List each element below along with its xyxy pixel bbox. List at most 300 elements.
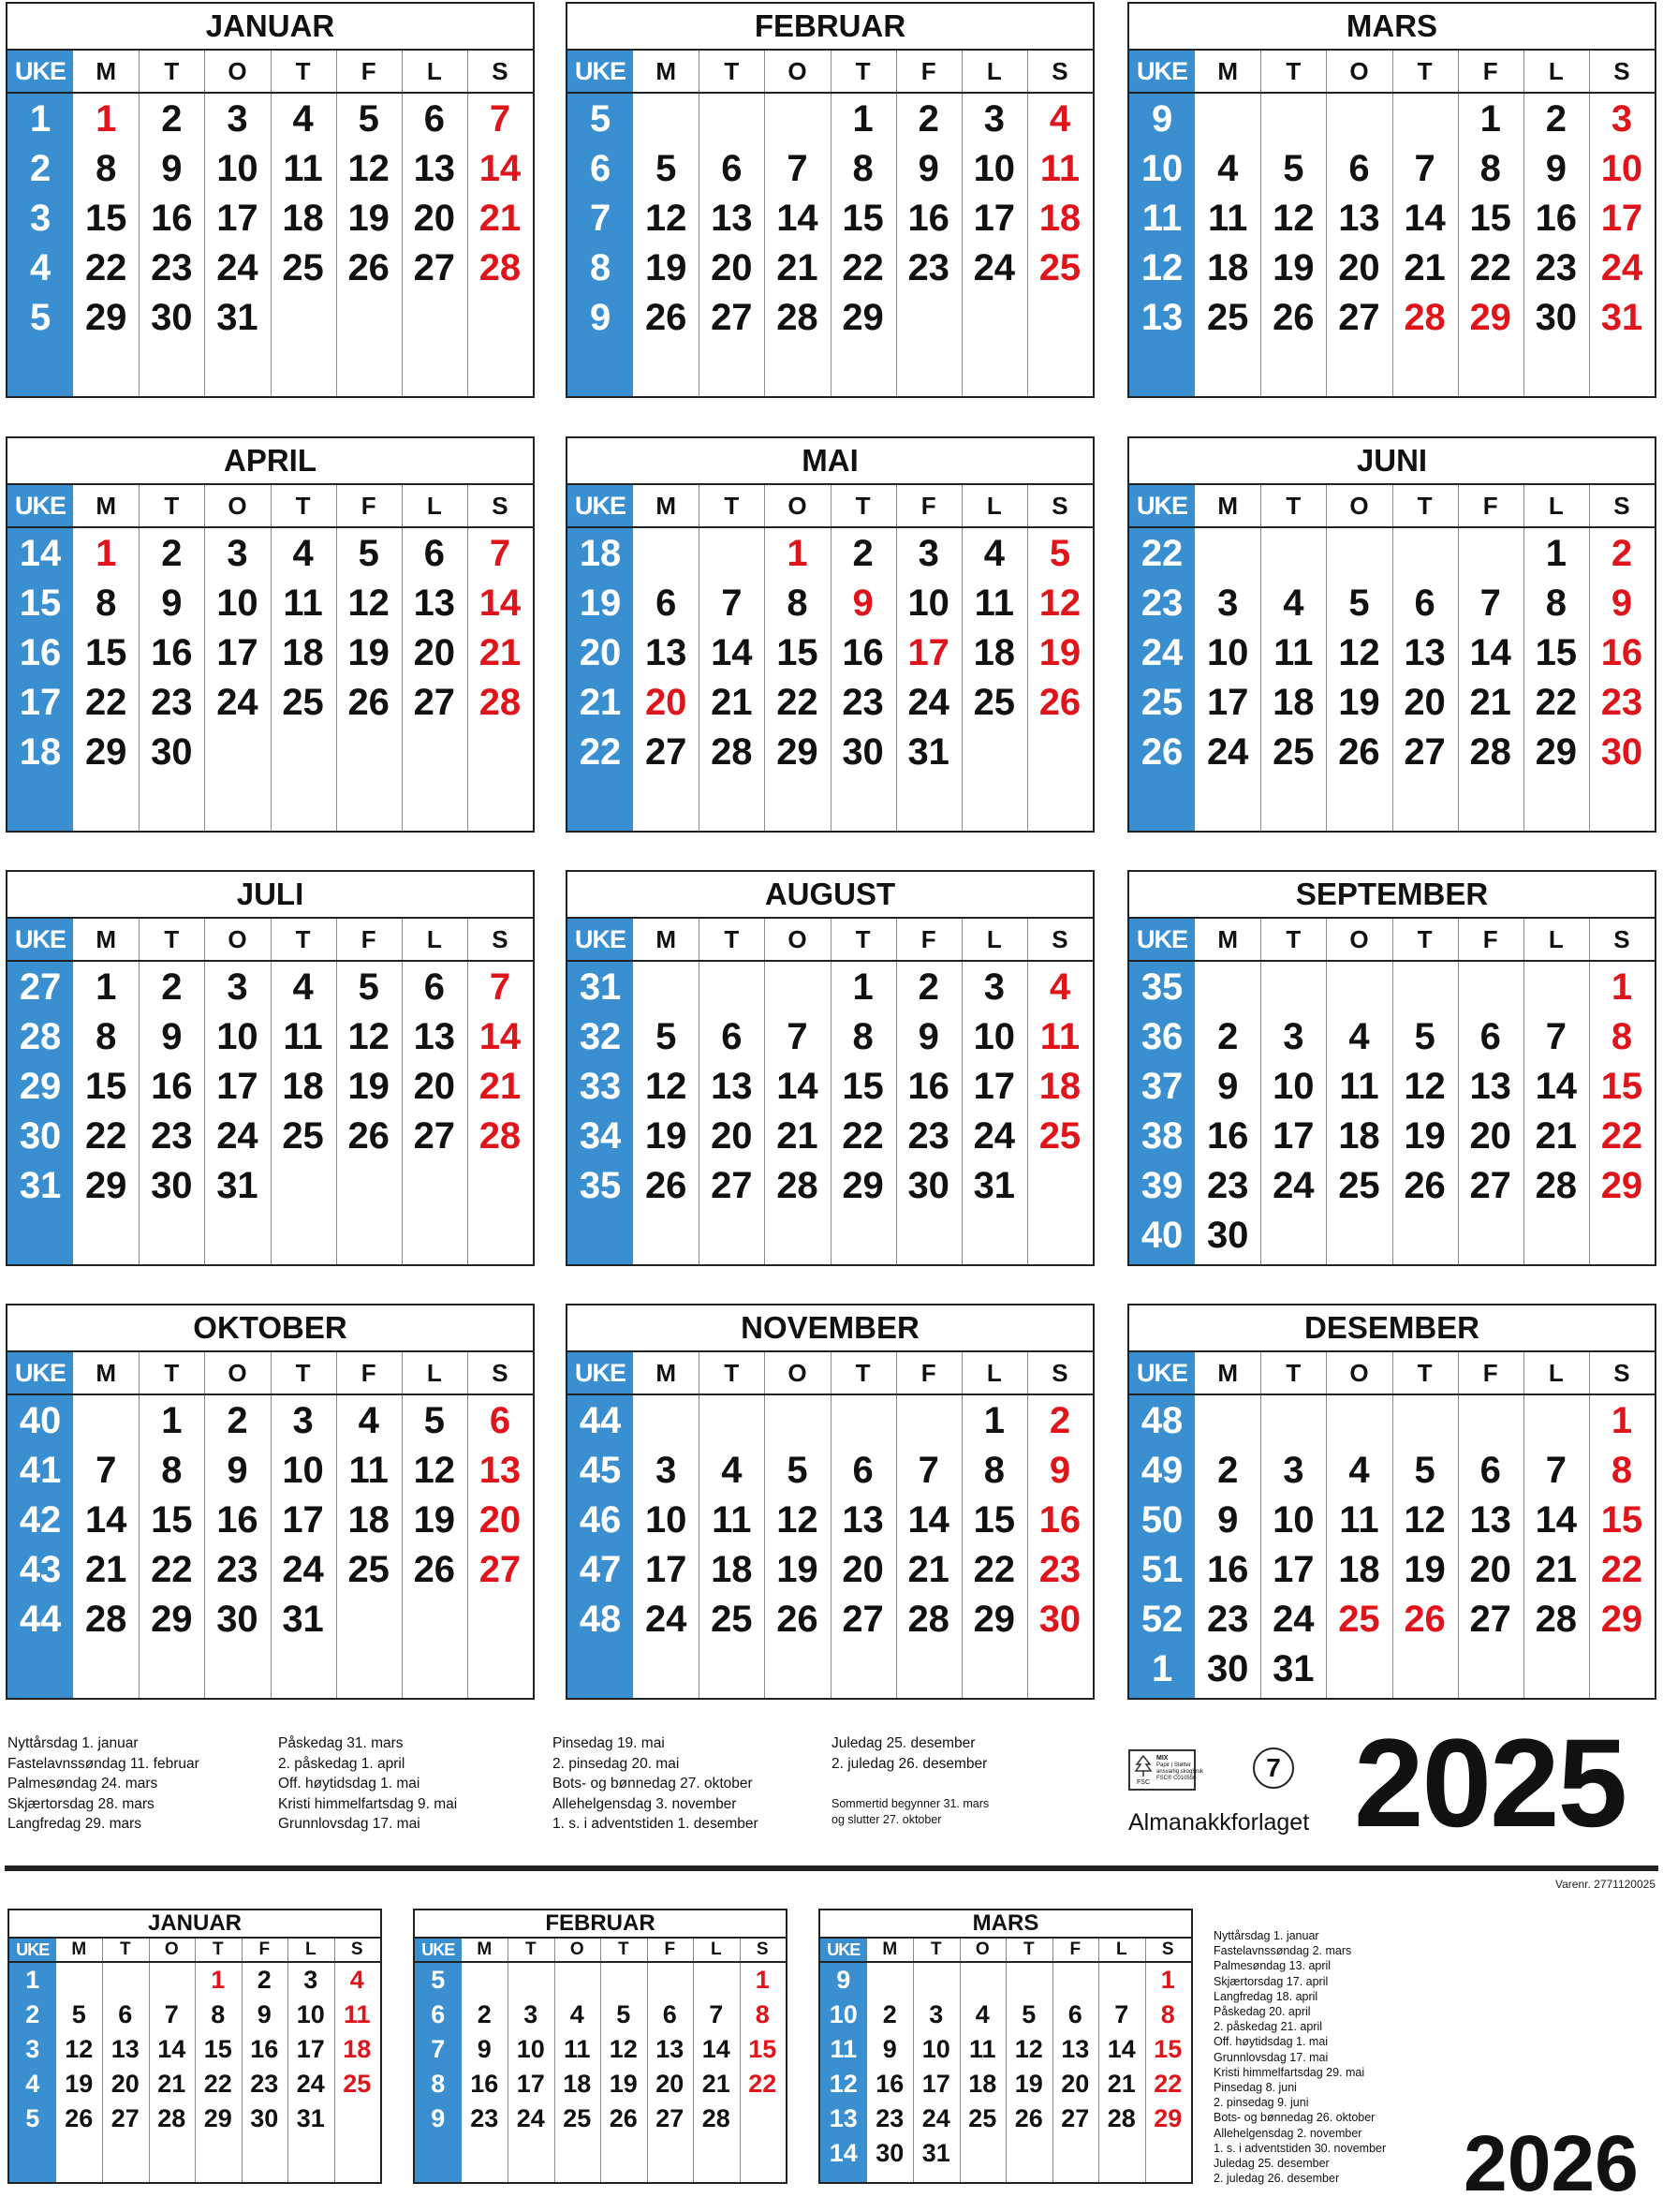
day-cell: 21	[478, 198, 522, 239]
day-cell: 5	[1049, 533, 1071, 574]
month-september	[1127, 870, 1656, 1266]
day-cell: 9	[257, 2000, 272, 2028]
day-cell: 3	[227, 533, 248, 574]
week-number: 19	[579, 582, 622, 624]
month-januar	[6, 2, 535, 398]
day-cell: 23	[216, 1549, 258, 1590]
day-cell: 17	[1206, 682, 1249, 723]
day-cell: 24	[216, 1115, 258, 1157]
day-cell: 14	[776, 198, 818, 239]
holiday-note: Allehelgensdag 2. november	[1214, 2126, 1362, 2140]
day-cell: 1	[96, 966, 117, 1008]
day-cell: 30	[151, 731, 193, 773]
day-cell: 12	[1404, 1066, 1446, 1107]
day-cell: 6	[423, 98, 445, 140]
weekday-label: T	[724, 492, 740, 520]
day-cell: 7	[96, 1450, 117, 1491]
day-cell: 18	[282, 198, 324, 239]
weekday-label: M	[1217, 57, 1239, 85]
day-cell: 7	[489, 533, 511, 574]
day-cell: 21	[907, 1549, 949, 1590]
day-cell: 15	[973, 1499, 1016, 1541]
week-number: 8	[431, 2070, 446, 2098]
day-cell: 5	[616, 2000, 631, 2028]
day-cell: 25	[282, 247, 324, 288]
day-cell: 26	[347, 247, 390, 288]
weekday-label: M	[882, 1939, 898, 1959]
day-cell: 26	[1038, 682, 1082, 723]
day-cell: 12	[1014, 2035, 1043, 2063]
day-cell: 7	[721, 582, 743, 624]
week-number: 51	[1141, 1549, 1184, 1590]
day-cell: 12	[1038, 582, 1082, 624]
day-cell: 28	[157, 2104, 186, 2132]
day-cell: 18	[563, 2070, 592, 2098]
day-cell: 14	[776, 1066, 818, 1107]
weekday-label: S	[492, 57, 508, 85]
day-cell: 3	[1283, 1450, 1304, 1491]
day-cell: 18	[282, 1066, 324, 1107]
day-cell: 9	[227, 1450, 248, 1491]
holiday-list-col-4	[832, 1733, 987, 1774]
day-cell: 23	[250, 2070, 279, 2098]
day-cell: 16	[842, 632, 884, 673]
weekday-label: T	[164, 925, 180, 953]
day-cell: 9	[918, 148, 939, 189]
holiday-note: Påskedag 20. april	[1214, 2005, 1311, 2019]
day-cell: 25	[343, 2070, 372, 2098]
month-mai	[566, 436, 1095, 833]
day-cell: 19	[347, 1066, 390, 1107]
week-number-header: UKE	[827, 1940, 861, 1959]
day-cell: 26	[644, 297, 687, 338]
day-cell: 25	[282, 682, 324, 723]
day-cell: 20	[655, 2070, 684, 2098]
day-cell: 21	[84, 1549, 127, 1590]
day-cell: 13	[1469, 1499, 1511, 1541]
day-cell: 15	[842, 1066, 884, 1107]
day-cell: 14	[157, 2035, 186, 2063]
day-cell: 21	[701, 2070, 730, 2098]
weekday-label: F	[1482, 57, 1498, 85]
weekday-label: S	[1613, 57, 1630, 85]
day-cell: 18	[711, 1549, 753, 1590]
day-cell: 1	[787, 533, 808, 574]
month-title: JANUAR	[7, 4, 533, 51]
weekday-label: F	[361, 1359, 376, 1387]
day-cell: 18	[968, 2070, 997, 2098]
day-cell: 10	[907, 582, 949, 624]
day-cell: 27	[655, 2104, 684, 2132]
weekday-label: O	[164, 1939, 179, 1959]
holiday-note: 2. pinsedag 9. juni	[1214, 2096, 1309, 2110]
weekday-label: F	[664, 1939, 676, 1959]
day-cell: 20	[711, 247, 753, 288]
month-title: FEBRUAR	[567, 4, 1093, 51]
day-cell: 6	[655, 582, 677, 624]
day-cell: 8	[1611, 1016, 1633, 1057]
day-cell: 31	[216, 1165, 258, 1206]
weekday-label: M	[477, 1939, 493, 1959]
day-cell: 31	[1600, 297, 1643, 338]
day-cell: 26	[1404, 1165, 1446, 1206]
day-cell: 17	[1273, 1549, 1315, 1590]
day-cell: 22	[842, 247, 884, 288]
week-number: 17	[19, 682, 62, 723]
weekday-label: L	[1548, 1359, 1564, 1387]
day-cell: 12	[347, 1016, 390, 1057]
day-cell: 13	[1404, 632, 1446, 673]
weekday-label: L	[1115, 1939, 1127, 1959]
day-cell: 24	[216, 247, 258, 288]
weekday-label: O	[787, 1359, 807, 1387]
week-number-header: UKE	[1137, 925, 1188, 953]
day-cell: 23	[1206, 1165, 1249, 1206]
weekday-label: F	[920, 925, 936, 953]
day-cell: 2	[882, 2000, 897, 2028]
weekday-label: S	[756, 1939, 769, 1959]
week-number-header: UKE	[421, 1940, 455, 1959]
day-cell: 5	[1283, 148, 1304, 189]
day-cell: 30	[1600, 731, 1643, 773]
day-cell: 23	[1535, 247, 1578, 288]
week-number: 29	[19, 1066, 62, 1107]
day-cell: 29	[842, 297, 884, 338]
day-cell: 28	[701, 2104, 730, 2132]
day-cell: 1	[852, 98, 874, 140]
day-cell: 1	[983, 1400, 1005, 1441]
week-number-header: UKE	[575, 57, 626, 85]
day-cell: 20	[1469, 1115, 1511, 1157]
day-cell: 9	[1049, 1450, 1071, 1491]
day-cell: 20	[413, 632, 456, 673]
day-cell: 21	[1535, 1115, 1578, 1157]
day-cell: 10	[296, 2000, 325, 2028]
weekday-label: T	[295, 1359, 311, 1387]
day-cell: 10	[644, 1499, 687, 1541]
weekday-label: S	[350, 1939, 363, 1959]
day-cell: 5	[1414, 1450, 1435, 1491]
day-cell: 20	[478, 1499, 522, 1541]
week-number: 15	[19, 582, 62, 624]
holiday-note: 2. påskedag 1. april	[278, 1755, 405, 1772]
day-cell: 10	[216, 1016, 258, 1057]
week-number: 11	[830, 2035, 858, 2063]
day-cell: 13	[1061, 2035, 1090, 2063]
holiday-list-col-3	[552, 1733, 758, 1835]
day-cell: 23	[842, 682, 884, 723]
day-cell: 17	[216, 1066, 258, 1107]
day-cell: 19	[1404, 1115, 1446, 1157]
day-cell: 4	[1049, 98, 1071, 140]
day-cell: 31	[282, 1599, 324, 1640]
day-cell: 29	[1600, 1599, 1643, 1640]
day-cell: 11	[974, 582, 1014, 624]
day-cell: 18	[343, 2035, 372, 2063]
day-cell: 30	[1535, 297, 1578, 338]
weekday-label: T	[724, 925, 740, 953]
day-cell: 9	[161, 1016, 183, 1057]
week-number: 14	[19, 533, 62, 574]
week-number: 36	[1141, 1016, 1184, 1057]
day-cell: 7	[787, 148, 808, 189]
day-cell: 22	[776, 682, 818, 723]
day-cell: 22	[84, 682, 127, 723]
holiday-note: 2. juledag 26. desember	[1214, 2172, 1340, 2186]
day-cell: 26	[776, 1599, 818, 1640]
day-cell: 8	[96, 148, 117, 189]
week-number: 7	[589, 198, 611, 239]
fsc-mix: MIX	[1156, 1755, 1169, 1762]
day-cell: 13	[413, 582, 456, 624]
day-cell: 21	[478, 632, 522, 673]
day-cell: 11	[968, 2035, 996, 2063]
day-cell: 12	[347, 582, 390, 624]
weekday-label: M	[1217, 1359, 1239, 1387]
holiday-note: Juledag 25. desember	[832, 1735, 976, 1751]
day-cell: 23	[1038, 1549, 1082, 1590]
day-cell: 26	[1273, 297, 1315, 338]
week-number: 26	[1141, 731, 1184, 773]
day-cell: 27	[842, 1599, 884, 1640]
day-cell: 7	[1545, 1450, 1567, 1491]
day-cell: 27	[1338, 297, 1380, 338]
day-cell: 10	[973, 1016, 1016, 1057]
day-cell: 8	[852, 1016, 874, 1057]
day-cell: 9	[1545, 148, 1567, 189]
day-cell: 12	[347, 148, 390, 189]
day-cell: 22	[1600, 1115, 1643, 1157]
day-cell: 11	[712, 1499, 752, 1541]
day-cell: 11	[563, 2035, 591, 2063]
day-cell: 13	[478, 1450, 522, 1491]
holiday-note: Off. høytidsdag 1. mai	[1214, 2035, 1329, 2049]
day-cell: 15	[1600, 1499, 1643, 1541]
week-number: 5	[29, 297, 52, 338]
day-cell: 10	[1273, 1066, 1315, 1107]
day-cell: 30	[151, 297, 193, 338]
day-cell: 3	[1283, 1016, 1304, 1057]
day-cell: 24	[516, 2104, 545, 2132]
day-cell: 28	[1535, 1165, 1578, 1206]
day-cell: 17	[644, 1549, 687, 1590]
day-cell: 18	[1338, 1115, 1380, 1157]
holiday-note: Grunnlovsdag 17. mai	[278, 1816, 420, 1832]
weekday-label: L	[986, 57, 1002, 85]
week-number: 5	[25, 2104, 40, 2132]
day-cell: 25	[347, 1549, 390, 1590]
day-cell: 3	[523, 2000, 538, 2028]
day-cell: 19	[65, 2070, 94, 2098]
day-cell: 7	[1414, 148, 1435, 189]
weekday-label: O	[1349, 1359, 1369, 1387]
day-cell: 28	[84, 1599, 127, 1640]
day-cell: 2	[1217, 1016, 1239, 1057]
day-cell: 17	[907, 632, 949, 673]
day-cell: 14	[478, 582, 522, 624]
day-cell: 3	[227, 966, 248, 1008]
day-cell: 21	[157, 2070, 186, 2098]
day-cell: 7	[1114, 2000, 1129, 2028]
weekday-label: T	[855, 57, 871, 85]
month-title: MAI	[567, 438, 1093, 485]
day-cell: 28	[1469, 731, 1511, 773]
day-cell: 11	[1039, 1016, 1081, 1057]
summer-time-note	[832, 1796, 989, 1828]
weekday-label: S	[1161, 1939, 1174, 1959]
day-cell: 5	[423, 1400, 445, 1441]
day-cell: 17	[973, 198, 1016, 239]
day-cell: 18	[1206, 247, 1249, 288]
day-cell: 16	[907, 198, 949, 239]
week-number: 9	[589, 297, 611, 338]
day-cell: 22	[1154, 2070, 1183, 2098]
week-number: 44	[19, 1599, 62, 1640]
weekday-label: S	[492, 492, 508, 520]
holiday-note: Langfredag 18. april	[1214, 1989, 1318, 2003]
day-cell: 15	[1600, 1066, 1643, 1107]
day-cell: 16	[1206, 1115, 1249, 1157]
summer-time-end: og slutter 27. oktober	[832, 1813, 942, 1826]
day-cell: 31	[973, 1165, 1016, 1206]
day-cell: 13	[413, 148, 456, 189]
day-cell: 3	[303, 1966, 318, 1994]
day-cell: 12	[776, 1499, 818, 1541]
day-cell: 16	[216, 1499, 258, 1541]
week-number: 5	[431, 1966, 446, 1994]
weekday-label: M	[96, 1359, 117, 1387]
day-cell: 14	[1469, 632, 1511, 673]
week-number: 52	[1141, 1599, 1184, 1640]
weekday-label: S	[492, 925, 508, 953]
day-cell: 22	[1469, 247, 1511, 288]
week-number: 9	[431, 2104, 446, 2132]
day-cell: 26	[1014, 2104, 1043, 2132]
week-number: 21	[579, 682, 622, 723]
month-februar	[566, 2, 1095, 398]
day-cell: 31	[921, 2139, 950, 2167]
day-cell: 20	[413, 198, 456, 239]
day-cell: 11	[283, 148, 323, 189]
week-number: 22	[579, 731, 622, 773]
day-cell: 23	[151, 247, 193, 288]
day-cell: 5	[358, 966, 379, 1008]
day-cell: 14	[907, 1499, 949, 1541]
day-cell: 13	[655, 2035, 684, 2063]
day-cell: 4	[1283, 582, 1304, 624]
day-cell: 25	[1273, 731, 1315, 773]
week-number-header: UKE	[1137, 1359, 1188, 1387]
weekday-label: T	[119, 1939, 131, 1959]
day-cell: 19	[347, 198, 390, 239]
day-cell: 9	[161, 148, 183, 189]
day-cell: 14	[711, 632, 753, 673]
day-cell: 15	[84, 198, 127, 239]
day-cell: 19	[776, 1549, 818, 1590]
day-cell: 26	[644, 1165, 687, 1206]
weekday-label: M	[96, 492, 117, 520]
day-cell: 14	[478, 1016, 522, 1057]
day-cell: 22	[84, 247, 127, 288]
day-cell: 30	[907, 1165, 949, 1206]
day-cell: 27	[644, 731, 687, 773]
day-cell: 14	[1107, 2035, 1136, 2063]
holiday-note: 2. påskedag 21. april	[1214, 2020, 1323, 2034]
weekday-label: L	[986, 925, 1002, 953]
day-cell: 2	[1611, 533, 1633, 574]
weekday-label: T	[295, 925, 311, 953]
weekday-label: T	[1417, 925, 1433, 953]
day-cell: 19	[347, 632, 390, 673]
day-cell: 4	[1348, 1016, 1370, 1057]
day-cell: 19	[1038, 632, 1082, 673]
day-cell: 26	[413, 1549, 456, 1590]
week-number: 49	[1141, 1450, 1184, 1491]
day-cell: 6	[423, 533, 445, 574]
weekday-label: L	[986, 1359, 1002, 1387]
day-cell: 9	[477, 2035, 492, 2063]
week-number-header: UKE	[575, 1359, 626, 1387]
month-title: JULI	[7, 872, 533, 919]
day-cell: 2	[161, 98, 183, 140]
holiday-note: Juledag 25. desember	[1214, 2157, 1330, 2171]
holiday-note: Bots- og bønnedag 27. oktober	[552, 1776, 753, 1792]
day-cell: 16	[151, 198, 193, 239]
weekday-label: O	[1349, 57, 1369, 85]
day-cell: 30	[876, 2139, 905, 2167]
day-cell: 27	[1469, 1165, 1511, 1206]
day-cell: 12	[1338, 632, 1380, 673]
day-cell: 20	[110, 2070, 140, 2098]
day-cell: 11	[1039, 148, 1081, 189]
day-cell: 28	[1404, 297, 1446, 338]
day-cell: 31	[296, 2104, 325, 2132]
holiday-note: Påskedag 31. mars	[278, 1735, 404, 1751]
month-title: JANUAR	[9, 1910, 380, 1939]
weekday-label: F	[361, 492, 376, 520]
day-cell: 14	[1535, 1066, 1578, 1107]
day-cell: 7	[164, 2000, 179, 2028]
weekday-label: O	[228, 57, 247, 85]
day-cell: 8	[96, 582, 117, 624]
week-number: 44	[579, 1400, 622, 1441]
day-cell: 20	[1404, 682, 1446, 723]
day-cell: 15	[203, 2035, 232, 2063]
weekday-label: S	[1613, 1359, 1630, 1387]
day-cell: 2	[918, 966, 939, 1008]
month-november	[566, 1304, 1095, 1700]
day-cell: 20	[644, 682, 687, 723]
weekday-label: T	[164, 1359, 180, 1387]
day-cell: 4	[349, 1966, 364, 1994]
day-cell: 12	[413, 1450, 456, 1491]
week-number: 10	[1141, 148, 1184, 189]
weekday-label: O	[228, 925, 247, 953]
day-cell: 6	[1067, 2000, 1082, 2028]
day-cell: 23	[907, 1115, 949, 1157]
weekday-label: O	[228, 492, 247, 520]
day-cell: 15	[748, 2035, 777, 2063]
weekday-label: T	[212, 1939, 224, 1959]
day-cell: 5	[1348, 582, 1370, 624]
day-cell: 13	[711, 1066, 753, 1107]
day-cell: 29	[151, 1599, 193, 1640]
week-number: 12	[1141, 247, 1184, 288]
holiday-note: Palmesøndag 13. april	[1214, 1959, 1332, 1973]
weekday-label: T	[1286, 925, 1302, 953]
holiday-note: Fastelavnssøndag 2. mars	[1214, 1944, 1352, 1958]
day-cell: 19	[644, 247, 687, 288]
